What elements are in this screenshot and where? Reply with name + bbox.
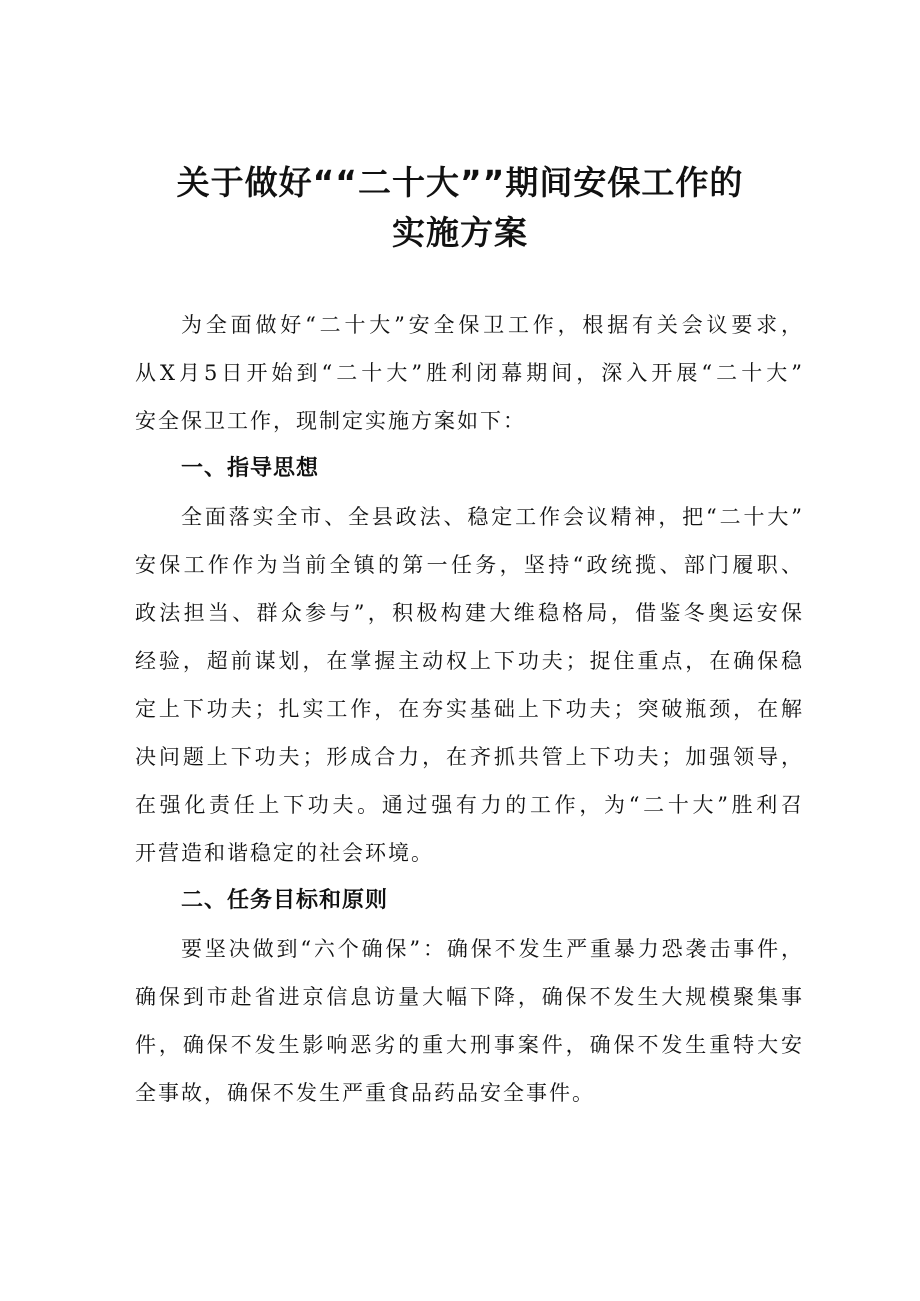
document-body [135, 301, 802, 1117]
paragraph-line: 全事故，确保不发生严重食品药品安全事件。 [135, 1081, 595, 1105]
paragraph-line: 在强化责任上下功夫。通过强有力的工作，为“二十大”胜利召 [135, 793, 802, 817]
paragraph-line: 经验，超前谋划，在掌握主动权上下功夫；捉住重点，在确保稳 [135, 649, 802, 673]
paragraph-line: 确保到市赴省进京信息访量大幅下降，确保不发生大规模聚集事 [135, 985, 802, 1009]
intro-paragraph [135, 301, 802, 445]
paragraph-line: 要坚决做到“六个确保”：确保不发生严重暴力恐袭击事件， [181, 937, 802, 961]
paragraph-line: 从X月5日开始到“二十大”胜利闭幕期间，深入开展“二十大” [135, 361, 802, 385]
section-heading-goals-principles: 二、任务目标和原则 [181, 888, 389, 913]
paragraph-line: 安保工作作为当前全镇的第一任务，坚持“政统揽、部门履职、 [135, 553, 802, 577]
paragraph-line: 定上下功夫；扎实工作，在夯实基础上下功夫；突破瓶颈，在解 [135, 697, 802, 721]
document-title-line-1: 关于做好““二十大””期间安保工作的 [176, 163, 744, 202]
paragraph-line: 决问题上下功夫；形成合力，在齐抓共管上下功夫；加强领导， [135, 745, 802, 769]
paragraph-line: 开营造和谐稳定的社会环境。 [135, 841, 434, 865]
paragraph-line: 为全面做好“二十大”安全保卫工作，根据有关会议要求， [181, 313, 802, 337]
section-heading-guiding-ideology: 一、指导思想 [181, 456, 320, 481]
paragraph-line: 政法担当、群众参与”，积极构建大维稳格局，借鉴冬奥运安保 [135, 601, 802, 625]
guiding-ideology-paragraph [135, 493, 802, 877]
document-title-line-2: 实施方案 [392, 213, 528, 252]
paragraph-line: 件，确保不发生影响恶劣的重大刑事案件，确保不发生重特大安 [135, 1033, 802, 1057]
paragraph-line: 安全保卫工作，现制定实施方案如下： [135, 409, 526, 433]
paragraph-line: 全面落实全市、全县政法、稳定工作会议精神，把“二十大” [181, 505, 802, 529]
goals-paragraph [135, 925, 802, 1117]
